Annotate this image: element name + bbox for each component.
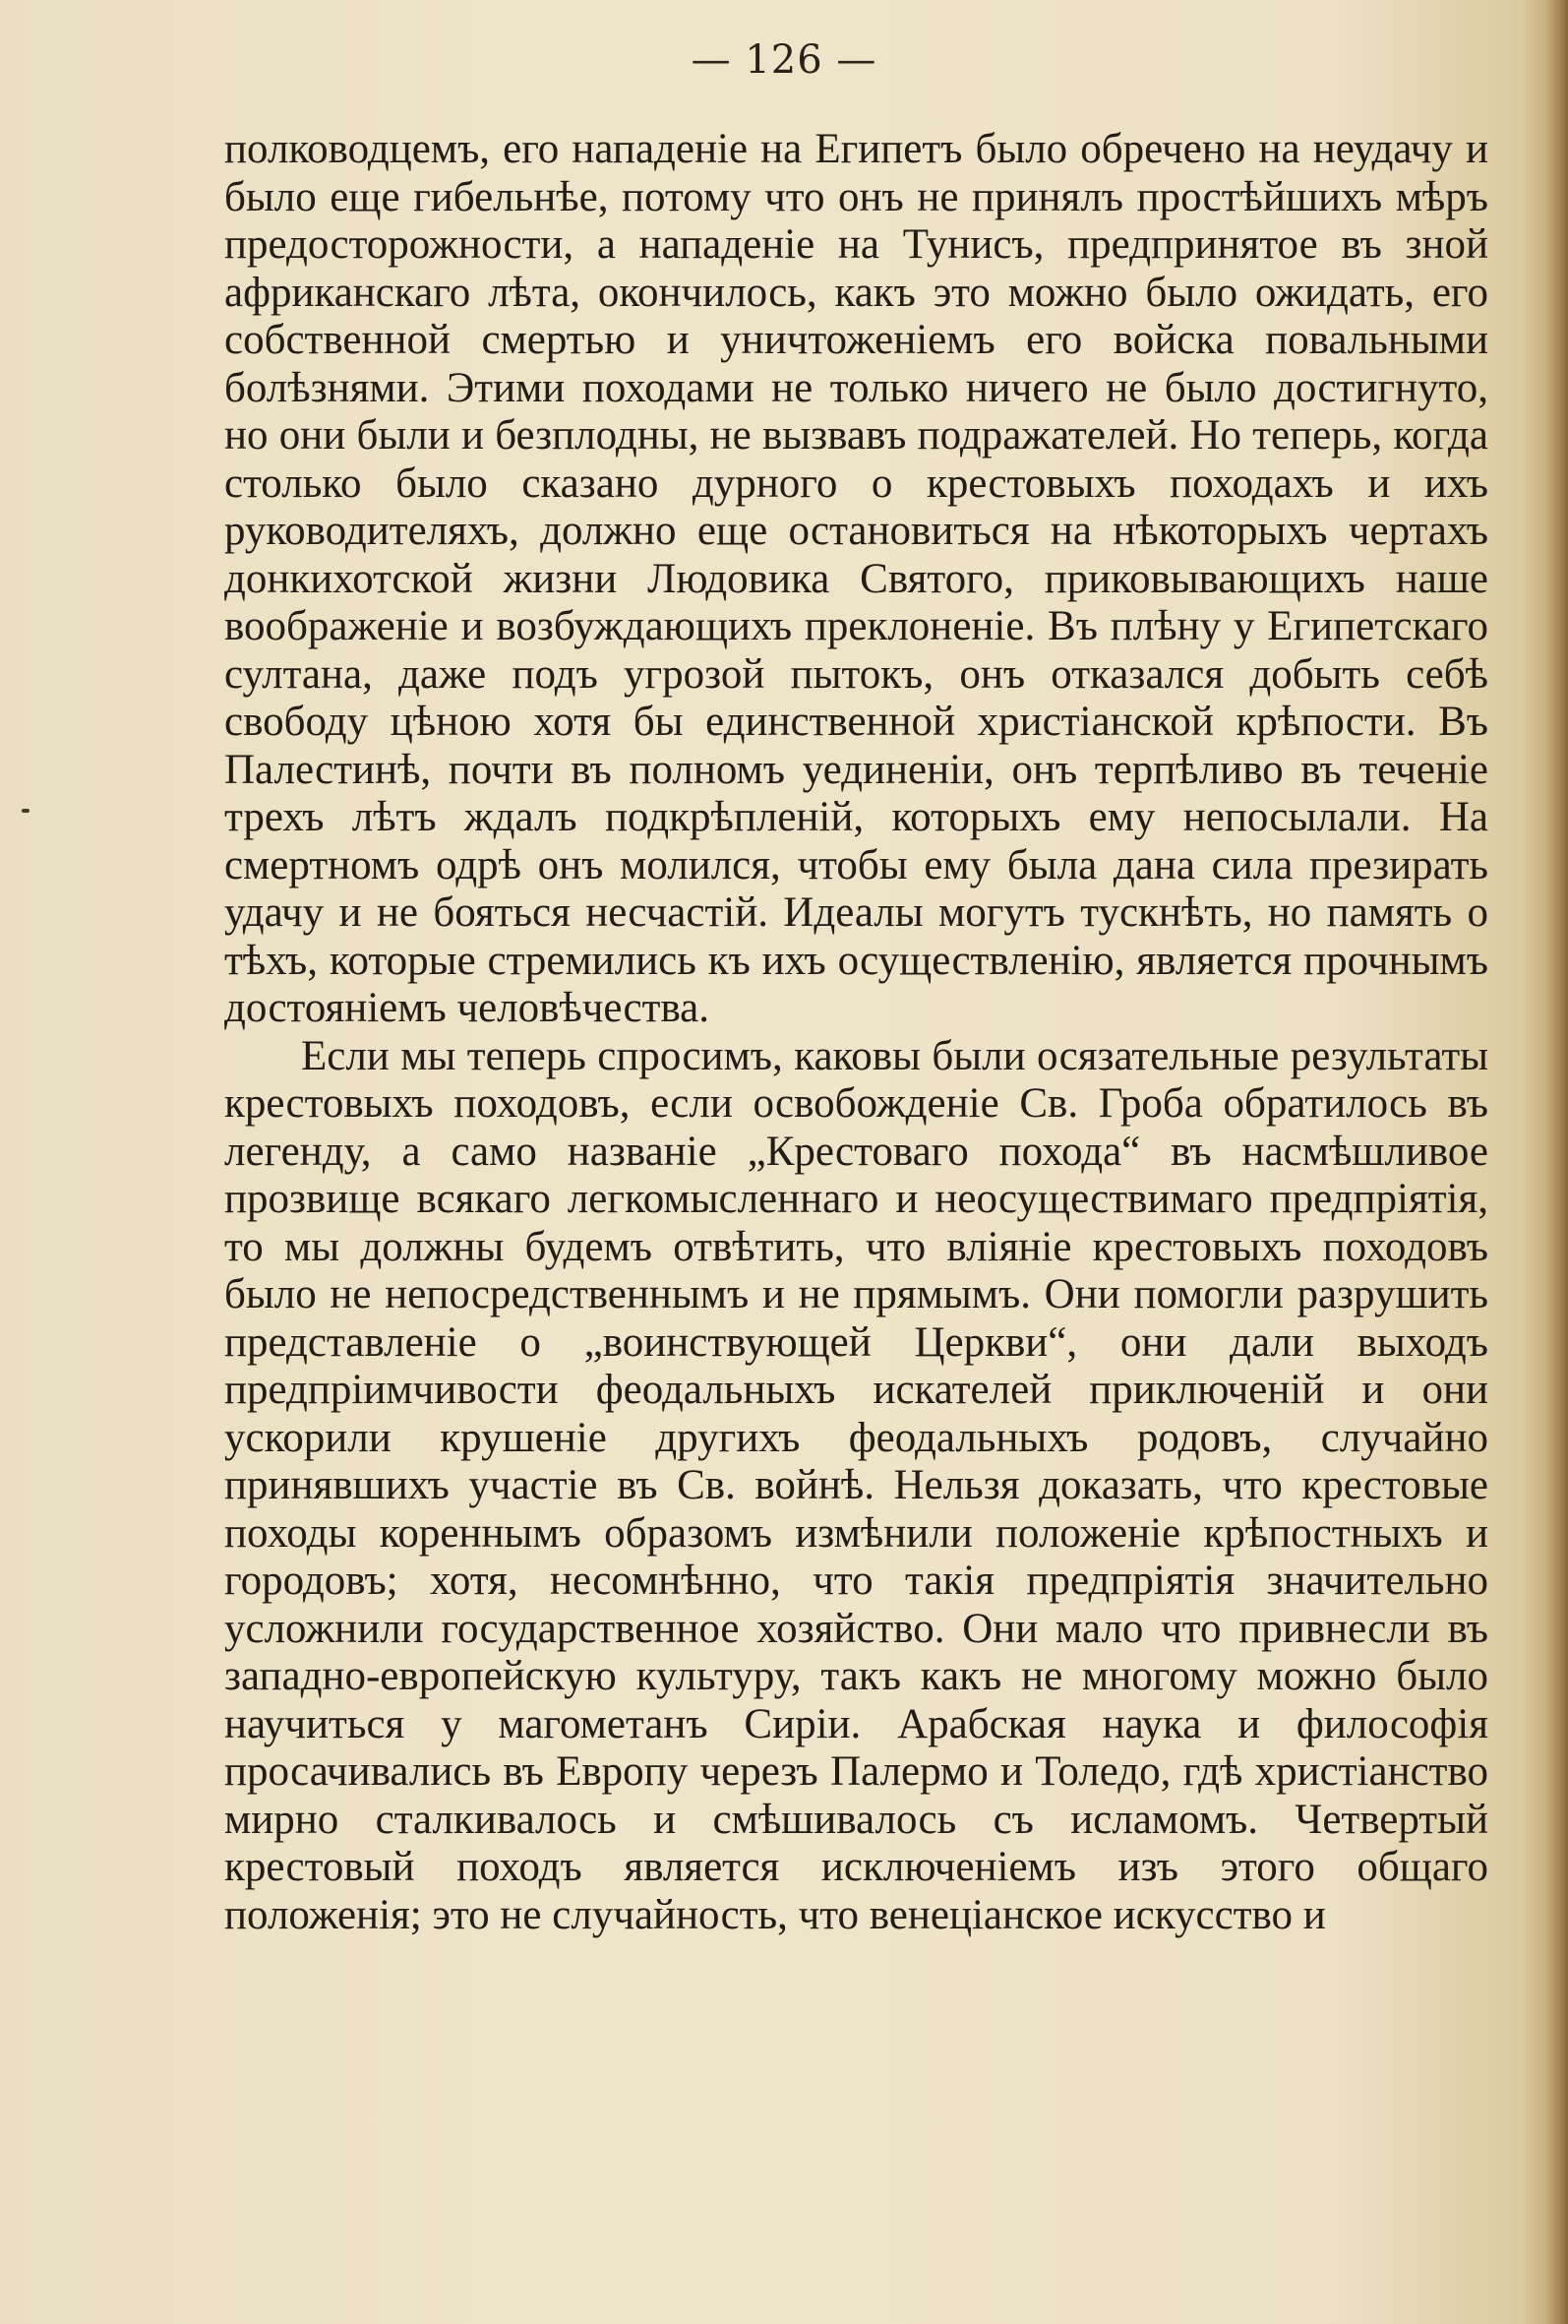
paragraph-2: Если мы теперь спросимъ, каковы были осязательные результаты крестовыхъ походовъ, если освобожденіе Св. Гроба обратилось въ легенду, а само названіе „Крестоваго похода“ въ насмѣшливое прозвище всякаго легкомысленнаго и неосуществимаго предпріятія, то мы должны будемъ отвѣтить, что вліяніе крестовыхъ походовъ было не непосредственнымъ и не прямымъ. Они помогли разрушить представленіе о „воинствующей Церкви“, они дали выходъ предпріимчивости феодальныхъ искателей приключеній и они ускорили крушеніе другихъ феодальныхъ родовъ, случайно принявшихъ участіе въ Св. войнѣ. Нельзя доказать, что крестовые походы кореннымъ образомъ измѣнили положеніе крѣпостныхъ и городовъ; хотя, несомнѣнно, что такія предпріятія значительно усложнили государственное хозяйство. Они мало что привнесли въ западно-европейскую культуру, такъ какъ не многому можно было научиться у магометанъ Сиріи. Арабская наука и философія просачивались въ Европу черезъ Палермо и Толедо, гдѣ христіанство мирно сталкивалось и смѣшивалось съ исламомъ. Четвертый крестовый походъ является исключеніемъ изъ этого общаго положенія; это не случайность, что венеціанское искусство и	[224, 1032, 1488, 1938]
body-text	[224, 126, 1488, 1939]
page-edge-shadow	[1546, 0, 1568, 2324]
page-number: — 126 —	[691, 37, 877, 83]
paragraph-1: полководцемъ, его нападеніе на Египетъ было обречено на неудачу и было еще гибельнѣе, потому что онъ не принялъ простѣйшихъ мѣръ предосторожности, а нападеніе на Тунисъ, предпринятое въ зной африканскаго лѣта, окончилось, какъ это можно было ожидать, его собственной смертью и уничтоженіемъ его войска повальными болѣзнями. Этими походами не только ничего не было достигнуто, но они были и безплодны, не вызвавъ подражателей. Но теперь, когда столько было сказано дурного о крестовыхъ походахъ и ихъ руководителяхъ, должно еще остановиться на нѣкоторыхъ чертахъ донкихотской жизни Людовика Святого, приковывающихъ наше воображеніе и возбуждающихъ преклоненіе. Въ плѣну у Египетскаго султана, даже подъ угрозой пытокъ, онъ отказался добыть себѣ свободу цѣною хотя бы единственной христіанской крѣпости. Въ Палестинѣ, почти въ полномъ уединеніи, онъ терпѣливо въ теченіе трехъ лѣтъ ждалъ подкрѣпленій, которыхъ ему непосылали. На смертномъ одрѣ онъ молился, чтобы ему была дана сила презирать удачу и не бояться несчастій. Идеалы могутъ тускнѣть, но память о тѣхъ, которые стремились къ ихъ осуществленію, является прочнымъ достояніемъ человѣчества.	[224, 126, 1488, 1031]
margin-mark	[22, 809, 30, 813]
